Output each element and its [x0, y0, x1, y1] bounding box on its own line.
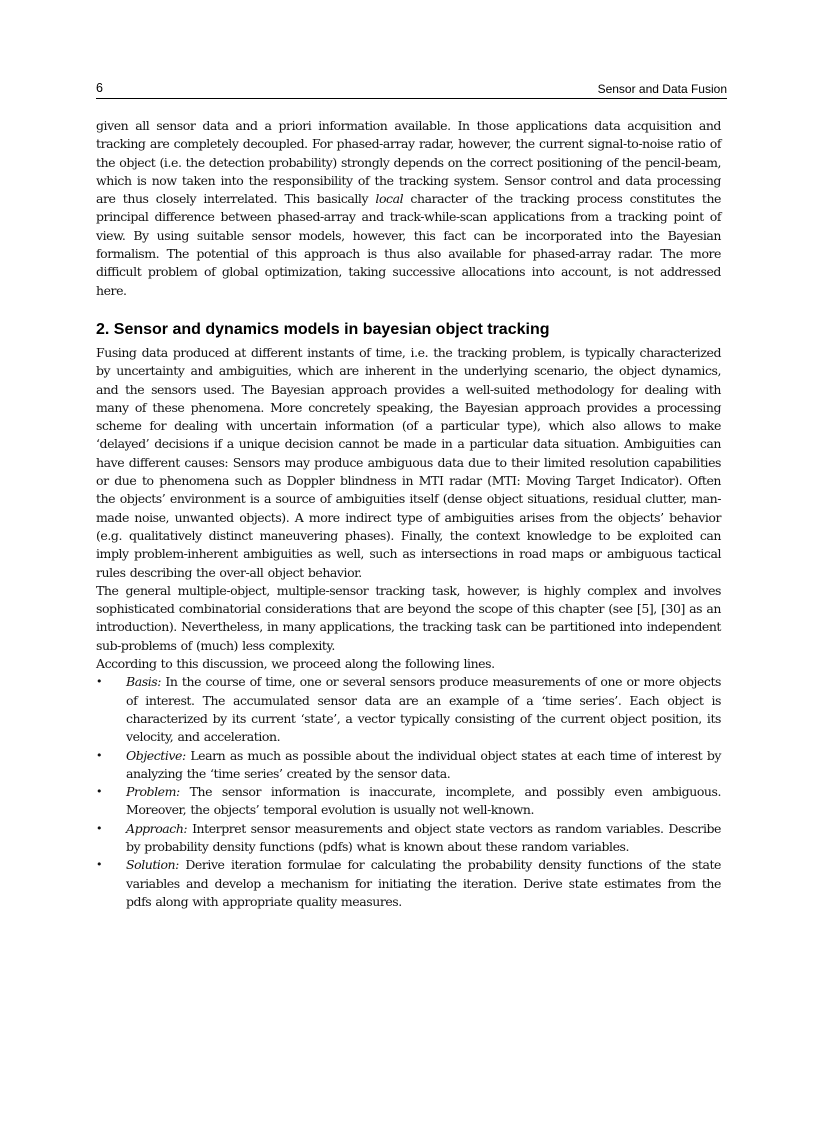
list-term: Approach:	[126, 820, 188, 836]
section-paragraph-3: According to this discussion, we proceed along the following lines.	[96, 656, 495, 672]
page-body	[96, 117, 721, 911]
list-item-approach	[96, 820, 721, 857]
list-term: Basis:	[126, 674, 161, 690]
intro-emphasis: local	[375, 191, 404, 207]
section-paragraph-1: Fusing data produced at different instants of time, i.e. the tracking problem, is typically characterized by uncertainty and ambiguities, which are inherent in the underlying scenario, the object dynamics, and the sensors used. The Bayesian approach provides a well-suited methodology for dealing with many of these phenomena. More concretely speaking, the Bayesian approach provides a processing scheme for dealing with uncertain information (of a particular type), which also allows to make ‘delayed’ decisions if a unique decision cannot be made in a particular data situation. Ambiguities can have different causes: Sensors may produce ambiguous data due to their limited resolution capabilities or due to phenomena such as Doppler blindness in MTI radar (MTI: Moving Target Indicator). Often the objects’ environment is a source of ambiguities itself (dense object situations, residual clutter, man-made noise, unwanted objects). A more indirect type of ambiguities arises from the objects’ behavior (e.g. qualitatively distinct maneuvering phases). Finally, the context knowledge to be exploited can imply problem-inherent ambiguities as well, such as intersections in road maps or ambiguous tactical rules describing the over-all object behavior.	[96, 344, 721, 580]
book-title: Sensor and Data Fusion	[597, 82, 727, 96]
list-item-basis	[96, 673, 721, 746]
list-term: Solution:	[126, 857, 179, 873]
section-paragraph-2: The general multiple-object, multiple-sensor tracking task, however, is highly complex and involves sophisticated combinatorial considerations that are beyond the scope of this chapter (see [5], [30] as an introduction). Nevertheless, in many applications, the tracking task can be partitioned into independent sub-problems of (much) less complexity.	[96, 582, 721, 653]
list-item-problem	[96, 783, 721, 820]
list-text: Learn as much as possible about the individual object states at each time of interest by analyzing the ‘time series’ created by the sensor data.	[126, 747, 721, 781]
bullet-marker: •	[96, 748, 103, 762]
bullet-marker: •	[96, 858, 103, 872]
bullet-marker: •	[96, 821, 103, 835]
list-text: Derive iteration formulae for calculating the probability density functions of the state variables and develop a mechanism for initiating the iteration. Derive state estimates from the pdfs along with appropriate quality measures.	[126, 857, 721, 909]
intro-paragraph	[96, 117, 721, 300]
intro-text-2: character of the tracking process constitutes the principal difference between phased-array and track-while-scan applications from a tracking point of view. By using suitable sensor models, however, this fact can be incorporated into the Bayesian formalism. The potential of this approach is thus also available for phased-array radar. The more difficult problem of global optimization, taking successive allocations into account, is not addressed here.	[96, 191, 722, 298]
list-term: Objective:	[126, 747, 186, 763]
list-text: Interpret sensor measurements and object state vectors as random variables. Describe by probability density functions (pdfs) what is known about these random variables.	[126, 820, 721, 854]
list-item-objective	[96, 747, 721, 784]
bullet-marker: •	[96, 785, 103, 799]
running-header	[96, 80, 727, 99]
list-text: The sensor information is inaccurate, incomplete, and possibly even ambiguous. Moreover, the objects’ temporal evolution is usually not well-known.	[126, 784, 721, 818]
page-number: 6	[96, 81, 103, 95]
list-item-solution	[96, 856, 721, 911]
section-heading: 2. Sensor and dynamics models in bayesian object tracking	[96, 320, 550, 338]
approach-list	[96, 673, 721, 911]
list-text: In the course of time, one or several sensors produce measurements of one or more objects of interest. The accumulated sensor data are an example of a ‘time series’. Each object is characterized by its current ‘state’, a vector typically consisting of the current object position, its velocity, and acceleration.	[126, 674, 721, 745]
intro-text-1: given all sensor data and a priori information available. In those applications data acquisition and tracking are completely decoupled. For phased-array radar, however, the current signal-to-noise ratio of the object (i.e. the detection probability) strongly depends on the correct positioning of the pencil-beam, which is now taken into the responsibility of the tracking system. Sensor control and data processing are thus closely interrelated. This basically	[96, 118, 722, 207]
list-term: Problem:	[126, 784, 180, 800]
bullet-marker: •	[96, 675, 103, 689]
